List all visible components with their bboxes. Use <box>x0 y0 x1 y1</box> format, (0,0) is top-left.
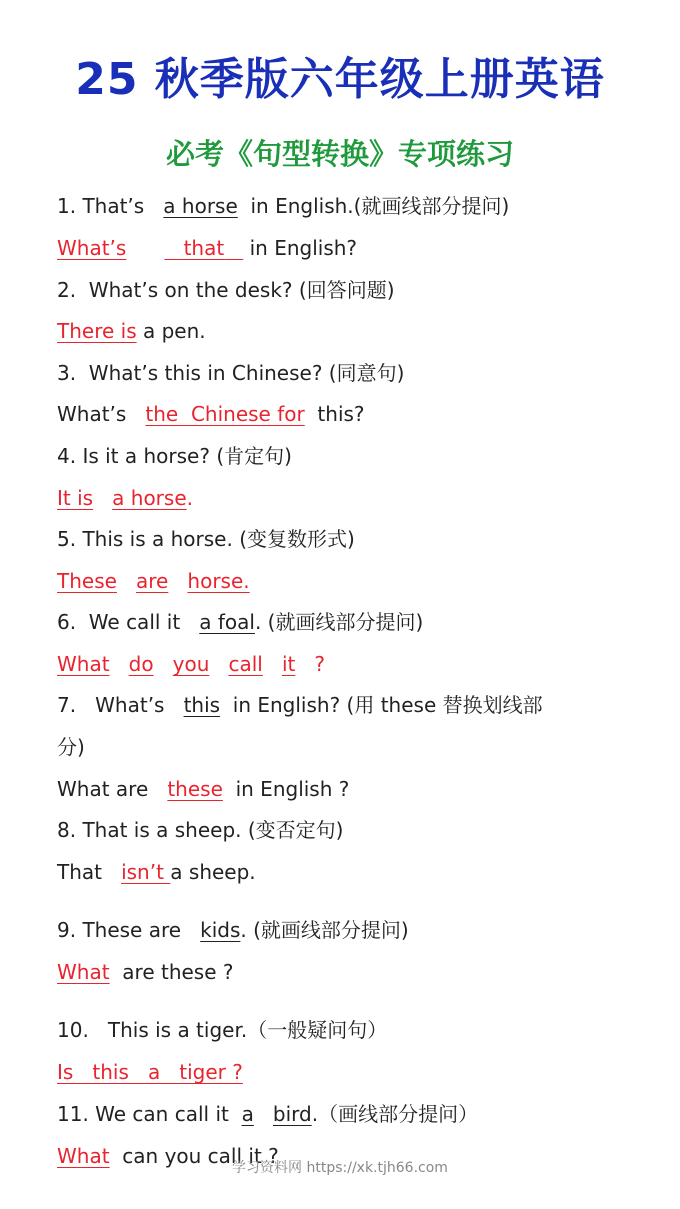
a9-rest: are these ? <box>115 960 234 984</box>
a11-rest: can you call it ? <box>115 1144 279 1168</box>
a9-word-1: What <box>57 960 110 984</box>
answer-2 <box>57 317 657 345</box>
footer-watermark: 学习资料网 https://xk.tjh66.com <box>232 1160 448 1176</box>
a5-word-2: are <box>136 569 169 593</box>
a1-word-1: What’s <box>57 236 127 260</box>
q11-instruction: .（画线部分提问） <box>311 1102 479 1126</box>
q1-instruction: in English.(就画线部分提问) <box>244 194 510 218</box>
question-4: 4. Is it a horse? (肯定句) <box>57 444 292 468</box>
a6-word-5: it <box>281 652 296 676</box>
question-7-continued: 分) <box>57 735 85 759</box>
a7-rest: in English ? <box>229 777 350 801</box>
a8-rest: a sheep. <box>170 860 256 884</box>
a6-word-2: do <box>128 652 154 676</box>
a3-rest: this? <box>311 402 365 426</box>
answer-5 <box>57 567 657 595</box>
a2-rest: a pen. <box>136 319 206 343</box>
a6-question-mark: ? <box>314 652 326 676</box>
q7-instruction: in English? (用 these 替换划线部 <box>226 693 543 717</box>
question-2: 2. What’s on the desk? (回答问题) <box>57 278 395 302</box>
q6-instruction: . (就画线部分提问) <box>254 610 424 634</box>
question-1 <box>57 192 657 220</box>
a8-word-1: isn’t <box>121 860 171 884</box>
q7-underlined: this <box>183 693 221 717</box>
answer-6 <box>57 650 657 678</box>
a6-word-1: What <box>57 652 110 676</box>
q7-text: 7. What’s <box>57 693 171 717</box>
a4-word-1: It is <box>57 486 94 510</box>
answer-1 <box>57 234 657 262</box>
question-9 <box>57 916 657 944</box>
q11-text: 11. We can call it <box>57 1102 236 1126</box>
a1-blank-2: that <box>183 236 225 260</box>
a11-word-1: What <box>57 1144 110 1168</box>
answer-3 <box>57 400 657 428</box>
question-3: 3. What’s this in Chinese? (同意句) <box>57 361 405 385</box>
answer-9 <box>57 958 657 986</box>
page-subtitle: 必考《句型转换》专项练习 <box>165 137 514 171</box>
question-6 <box>57 608 657 636</box>
a3-pre: What’s <box>57 402 133 426</box>
q9-text: 9. These are <box>57 918 188 942</box>
a7-word-1: these <box>167 777 223 801</box>
q9-underlined: kids <box>200 918 241 942</box>
question-10: 10. This is a tiger.（一般疑问句） <box>57 1018 388 1042</box>
q6-text: 6. We call it <box>57 610 187 634</box>
a1-rest: in English? <box>243 236 358 260</box>
a10-answer: Is this a tiger ? <box>57 1060 243 1084</box>
a4-word-2: a horse <box>112 486 187 510</box>
page-title: 25 秋季版六年级上册英语 <box>75 54 605 105</box>
a6-word-4: call <box>228 652 263 676</box>
question-11 <box>57 1100 657 1128</box>
a4-period: . <box>186 486 193 510</box>
answer-8 <box>57 858 657 886</box>
answer-4 <box>57 484 657 512</box>
a2-word-1: There is <box>57 319 137 343</box>
answer-7 <box>57 775 657 803</box>
a5-word-1: These <box>57 569 117 593</box>
answer-10 <box>57 1058 657 1086</box>
question-7 <box>57 691 657 719</box>
q1-underlined: a horse <box>163 194 238 218</box>
q9-instruction: . (就画线部分提问) <box>240 918 409 942</box>
a5-word-3: horse. <box>187 569 250 593</box>
question-8: 8. That is a sheep. (变否定句) <box>57 818 344 842</box>
a7-pre: What are <box>57 777 155 801</box>
q1-text: 1. That’s <box>57 194 151 218</box>
a3-word-1: the Chinese for <box>145 402 305 426</box>
question-5: 5. This is a horse. (变复数形式) <box>57 527 355 551</box>
q11-underlined-1: a <box>241 1102 254 1126</box>
q6-underlined: a foal <box>199 610 255 634</box>
q11-underlined-2: bird <box>272 1102 312 1126</box>
a8-pre: That <box>57 860 109 884</box>
a6-word-3: you <box>172 652 210 676</box>
